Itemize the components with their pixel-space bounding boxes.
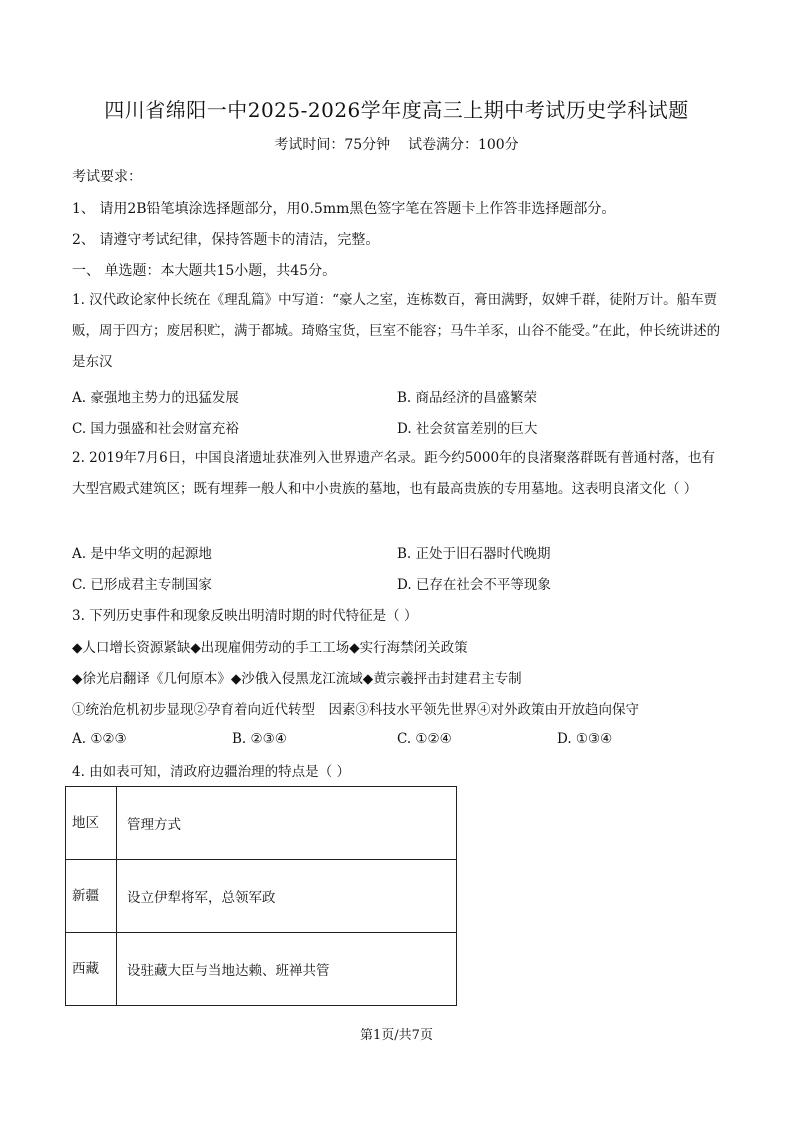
question-3-option-c: C. ①②④ (397, 731, 452, 747)
exam-info: 考试时间：75分钟 试卷满分：100分 (274, 137, 519, 153)
question-3-option-a: A. ①②③ (72, 731, 127, 747)
table-header-cell: 地区 (66, 787, 117, 860)
table-cell-method: 设驻藏大臣与当地达赖、班禅共管 (117, 933, 457, 1006)
question-3-option-b: B. ②③④ (232, 731, 287, 747)
question-1-stem: 1. 汉代政论家仲长统在《理乱篇》中写道：“豪人之室，连栋数百，膏田满野，奴婢千群，徒附万计。船车贾贩，周于四方；废居积贮，满于都城。琦赂宝货，巨室不能容；马牛羊豕，山谷不能受。”在此，仲长统讲述的是东汉 (72, 292, 721, 370)
question-2-option-c: C. 已形成君主专制国家 (72, 577, 212, 593)
question-3-line: ①统治危机初步显现②孕育着向近代转型 因素③科技水平领先世界④对外政策由开放趋向保守 (72, 702, 639, 718)
question-1-option-c: C. 国力强盛和社会财富充裕 (72, 421, 239, 437)
table-cell-region: 西藏 (66, 933, 117, 1006)
question-3-line: ◆人口增长资源紧缺◆出现雇佣劳动的手工工场◆实行海禁闭关政策 (72, 640, 468, 656)
question-1-option-d: D. 社会贫富差别的巨大 (397, 421, 538, 437)
question-2-stem: 2. 2019年7月6日，中国良渚遗址获准列入世界遗产名录。距今约5000年的良渚聚落群既有普通村落，也有大型宫殿式建筑区；既有埋葬一般人和中小贵族的墓地，也有最高贵族的专用墓地。这表明良渚文化（ ） (72, 450, 716, 497)
table-row (66, 860, 457, 933)
requirement-item: 1、 请用2B铅笔填涂选择题部分，用0.5mm黑色签字笔在答题卡上作答非选择题部分。 (72, 201, 616, 217)
requirements-heading: 考试要求： (72, 169, 142, 185)
question-3-stem: 3. 下列历史事件和现象反映出明清时期的时代特征是（ ） (72, 608, 418, 624)
table-cell-region: 新疆 (66, 860, 117, 933)
table-cell-method: 设立伊犁将军，总领军政 (117, 860, 457, 933)
question-3-option-d: D. ①③④ (557, 731, 613, 747)
question-2-option-b: B. 正处于旧石器时代晚期 (397, 546, 551, 562)
page-title: 四川省绵阳一中2025-2026学年度高三上期中考试历史学科试题 (104, 98, 689, 122)
page-footer: 第1页/共7页 (360, 1028, 433, 1043)
question-1-option-a: A. 豪强地主势力的迅猛发展 (72, 390, 239, 406)
table-row (66, 933, 457, 1006)
requirement-item: 2、 请遵守考试纪律，保持答题卡的清洁，完整。 (72, 232, 380, 248)
table-header-row (66, 787, 457, 860)
question-2-option-d: D. 已存在社会不平等现象 (397, 577, 551, 593)
governance-table (65, 786, 457, 1006)
question-1-option-b: B. 商品经济的昌盛繁荣 (397, 390, 538, 406)
section-heading: 一、 单选题：本大题共15小题，共45分。 (72, 263, 337, 279)
question-4-stem: 4. 由如表可知，清政府边疆治理的特点是（ ） (72, 764, 350, 780)
question-3-line: ◆徐光启翻译《几何原本》◆沙俄入侵黑龙江流域◆黄宗羲抨击封建君主专制 (72, 671, 522, 687)
table-header-cell: 管理方式 (117, 787, 457, 860)
question-2-option-a: A. 是中华文明的起源地 (72, 546, 212, 562)
